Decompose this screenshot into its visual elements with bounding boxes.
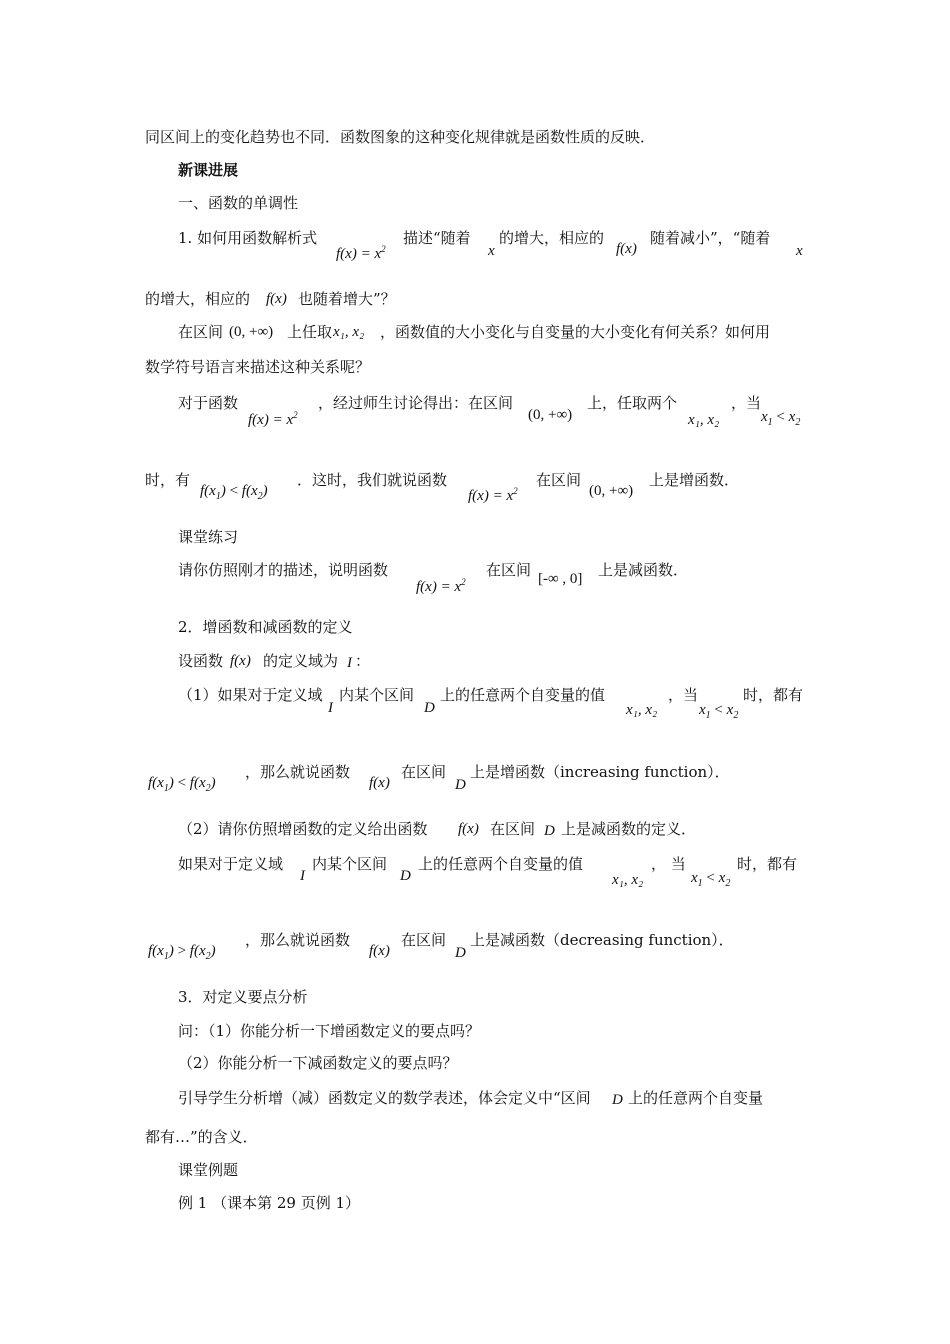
math-inequality: $x_1 < x_2$ [691, 870, 731, 889]
paragraph-line: 上是减函数（decreasing function）． [470, 931, 734, 949]
math-formula: x₁, x₂ [688, 412, 720, 428]
paragraph-line: 的定义域为 [263, 652, 339, 670]
paragraph-line: 在区间 [490, 820, 536, 838]
paragraph-line: 对于函数 [178, 394, 239, 412]
paragraph-line: ，当 [731, 394, 762, 412]
paragraph-line: 在区间 [486, 561, 532, 579]
paragraph-line: 都有…”的含义． [145, 1128, 258, 1146]
paragraph-line: 时，有 [145, 471, 191, 489]
paragraph-line: （2）请你仿照增函数的定义给出函数 [178, 820, 428, 838]
paragraph-line: 上是增函数（increasing function）． [470, 763, 730, 781]
paragraph-line: 上的任意两个自变量的值 [440, 686, 606, 704]
paragraph-line: 在区间 [401, 931, 447, 949]
paragraph-line: 时，都有 [737, 855, 798, 873]
paragraph-line: ： [355, 652, 371, 670]
paragraph-line: 上，任取两个 [587, 394, 678, 412]
math-formula: x₁, x₂ [626, 702, 658, 718]
math-inequality: $f(x_1) > f(x_2)$ [148, 943, 216, 962]
subsection-heading: 3．对定义要点分析 [178, 988, 308, 1006]
math-interval: [-∞ , 0] [538, 571, 583, 587]
math-variable: I [347, 655, 352, 671]
subsection-heading: 课堂练习 [178, 528, 239, 546]
paragraph-line: 引导学生分析增（减）函数定义的数学表述，体会定义中“区间 [178, 1089, 591, 1107]
paragraph-line: 同区间上的变化趋势也不同．函数图象的这种变化规律就是函数性质的反映． [145, 128, 656, 146]
subsection-heading: 课堂例题 [178, 1161, 239, 1179]
paragraph-line: 上是增函数． [649, 471, 740, 489]
math-variable: D [455, 945, 466, 961]
math-formula: $f(x) = x^2$ [336, 244, 386, 262]
math-variable: D [455, 777, 466, 793]
paragraph-line: 在区间 [536, 471, 582, 489]
paragraph-line: ，那么就说函数 [245, 763, 351, 781]
paragraph-line: 在区间 [401, 763, 447, 781]
paragraph-line: 请你仿照刚才的描述，说明函数 [178, 561, 389, 579]
math-formula: x₁, x₂ [333, 324, 365, 340]
paragraph-line: ， 当 [651, 855, 686, 873]
paragraph-line: 上的任意两个自变量 [628, 1089, 764, 1107]
paragraph-line: 在区间 [178, 323, 224, 341]
paragraph-line: ．这时，我们就说函数 [297, 471, 448, 489]
subsection-heading: 2．增函数和减函数的定义 [178, 618, 353, 636]
math-formula: x₁, x₂ [612, 872, 644, 888]
math-formula: f(x) [458, 821, 479, 837]
paragraph-line: 数学符号语言来描述这种关系呢？ [145, 358, 371, 376]
math-inequality: $x_1 < x_2$ [699, 702, 739, 721]
math-formula: $f(x) = x^2$ [248, 410, 298, 428]
paragraph-line: 上任取 [287, 323, 333, 341]
math-interval: (0, +∞) [528, 407, 573, 423]
paragraph-line: 1. 如何用函数解析式 [178, 229, 318, 247]
math-variable: x [488, 243, 495, 259]
paragraph-line: 如果对于定义域 [178, 855, 284, 873]
paragraph-line: （1）如果对于定义域 [178, 686, 323, 704]
math-interval: (0, +∞) [589, 483, 634, 499]
math-interval: (0, +∞) [229, 324, 274, 340]
paragraph-line: ，经过师生讨论得出：在区间 [318, 394, 514, 412]
paragraph-line: 随着减小”，“随着 [650, 229, 771, 247]
math-variable: D [612, 1092, 623, 1108]
math-variable: D [400, 868, 411, 884]
paragraph-line: 的增大，相应的 [499, 229, 605, 247]
math-formula: f(x) [616, 241, 637, 257]
math-formula: f(x) [266, 291, 287, 307]
math-formula: $f(x) = x^2$ [468, 486, 518, 504]
paragraph-line: 描述“随着 [403, 229, 471, 247]
section-heading: 新课进展 [178, 161, 239, 179]
math-formula: f(x) [230, 653, 251, 669]
math-formula: $f(x) = x^2$ [416, 577, 466, 595]
math-inequality: $x_1 < x_2$ [761, 409, 801, 428]
paragraph-line: 时，都有 [743, 686, 804, 704]
math-inequality: $f(x_1) < f(x_2)$ [200, 483, 268, 502]
paragraph-line: 上的任意两个自变量的值 [418, 855, 584, 873]
paragraph-line: 上是减函数的定义． [561, 820, 697, 838]
paragraph-line: 内某个区间 [339, 686, 415, 704]
paragraph-line: 也随着增大”？ [298, 290, 396, 308]
paragraph-line: （2）你能分析一下减函数定义的要点吗？ [178, 1054, 458, 1072]
subsection-heading: 一、函数的单调性 [178, 194, 299, 212]
math-variable: D [424, 700, 435, 716]
paragraph-line: ，那么就说函数 [245, 931, 351, 949]
paragraph-line: 内某个区间 [312, 855, 388, 873]
math-variable: D [544, 823, 555, 839]
math-variable: I [300, 868, 305, 884]
paragraph-line: 问：（1）你能分析一下增函数定义的要点吗？ [178, 1022, 481, 1040]
paragraph-line: ，函数值的大小变化与自变量的大小变化有何关系？如何用 [380, 323, 771, 341]
paragraph-line: 上是减函数． [598, 561, 689, 579]
example-heading: 例 1 （课本第 29 页例 1） [178, 1194, 361, 1212]
math-formula: f(x) [369, 943, 390, 959]
paragraph-line: 设函数 [178, 652, 224, 670]
paragraph-line: ，当 [668, 686, 699, 704]
math-variable: x [796, 243, 803, 259]
math-variable: I [328, 700, 333, 716]
paragraph-line: 的增大，相应的 [145, 290, 251, 308]
math-inequality: $f(x_1) < f(x_2)$ [148, 775, 216, 794]
math-formula: f(x) [369, 775, 390, 791]
